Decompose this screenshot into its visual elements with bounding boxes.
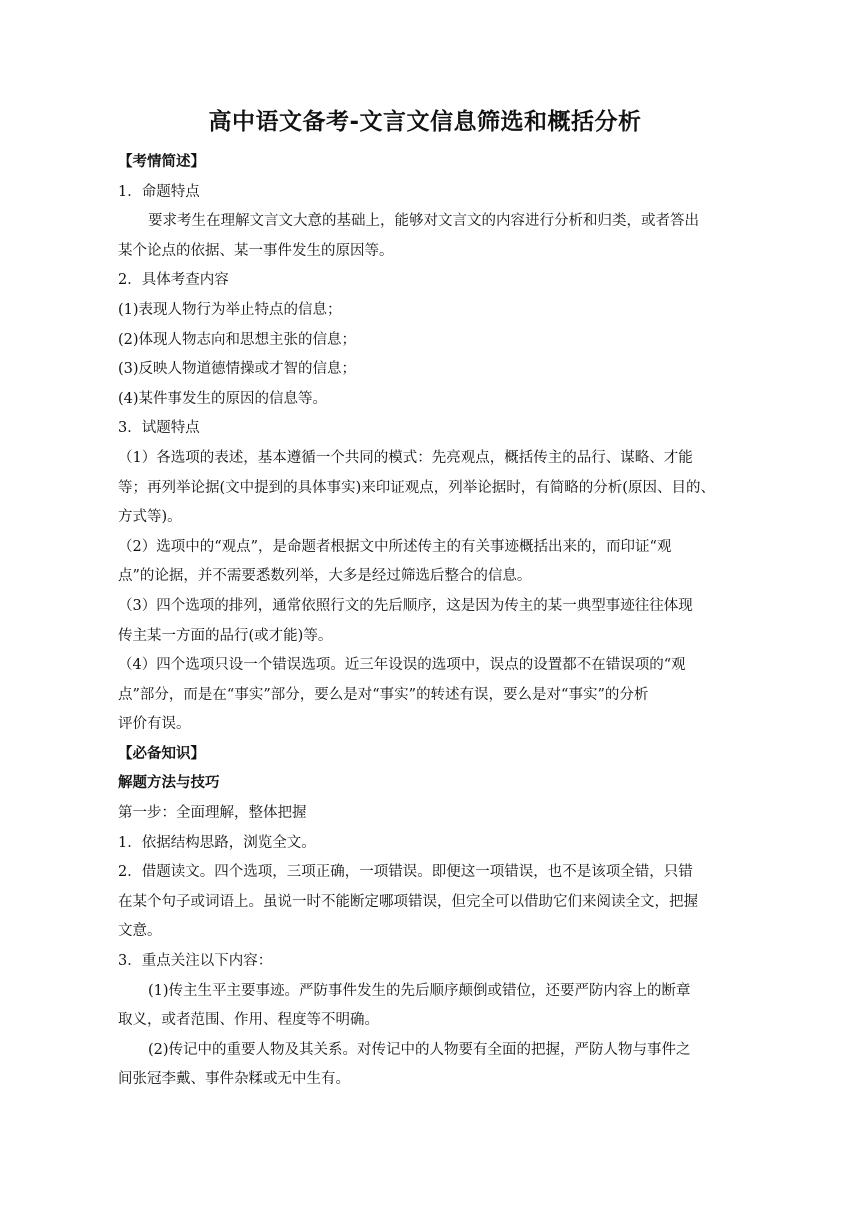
paragraph-line: 2．借题读文。四个选项，三项正确，一项错误。即便这一项错误，也不是该项全错，只错 [118,864,693,881]
item-heading-test-features: 3．试题特点 [118,420,200,437]
step-heading: 第一步：全面理解，整体把握 [118,805,307,822]
list-item: (2)体现人物志向和思想主张的信息； [118,331,357,348]
item-heading-question-features: 1．命题特点 [118,183,200,200]
paragraph-line: 要求考生在理解文言文大意的基础上，能够对文言文的内容进行分析和归类，或者答出 [148,213,699,230]
paragraph-line: （4）四个选项只设一个错误选项。近三年设误的选项中，误点的设置都不在错误项的“观 [118,657,686,674]
list-item: (4)某件事发生的原因的信息等。 [118,390,328,407]
paragraph-line: 等；再列举论据(文中提到的具体事实)来印证观点，列举论据时，有简略的分析(原因、目的、 [118,479,715,496]
paragraph-line: 在某个句子或词语上。虽说一时不能断定哪项错误，但完全可以借助它们来阅读全文，把握 [118,893,698,910]
list-item: (1)表现人物行为举止特点的信息； [118,301,342,318]
paragraph-line: 方式等)。 [118,509,182,526]
list-item: 1．依据结构思路，浏览全文。 [118,834,316,851]
paragraph-line: 点”部分，而是在“事实”部分，要么是对“事实”的转述有误，要么是对“事实”的分析 [118,686,649,703]
list-item: 3．重点关注以下内容： [118,953,273,970]
paragraph-line: 某个论点的依据、某一事件发生的原因等。 [118,242,394,259]
paragraph-line: （2）选项中的“观点”，是命题者根据文中所述传主的有关事迹概括出来的，而印证“观 [118,538,672,555]
paragraph-line: 间张冠李戴、事件杂糅或无中生有。 [118,1071,350,1088]
paragraph-line: (2)传记中的重要人物及其关系。对传记中的人物要有全面的把握，严防人物与事件之 [148,1041,691,1058]
paragraph-line: 传主某一方面的品行(或才能)等。 [118,627,333,644]
document-title: 高中语文备考-文言文信息筛选和概括分析 [208,109,642,135]
paragraph-line: 文意。 [118,923,162,940]
section-heading-exam-overview: 【考情简述】 [118,154,205,170]
list-item: (3)反映人物道德情操或才智的信息； [118,361,357,378]
item-heading-content: 2．具体考查内容 [118,272,229,289]
section-heading-essential-knowledge: 【必备知识】 [118,745,205,762]
paragraph-line: 点”的论据，并不需要悉数列举，大多是经过筛选后整合的信息。 [118,568,532,585]
subheading-methods: 解题方法与技巧 [118,775,220,792]
paragraph-line: （1）各选项的表述，基本遵循一个共同的模式：先亮观点，概括传主的品行、谋略、才能 [118,449,693,466]
paragraph-line: （3）四个选项的排列，通常依照行文的先后顺序，这是因为传主的某一典型事迹往往体现 [118,597,693,614]
paragraph-line: 取义，或者范围、作用、程度等不明确。 [118,1012,379,1029]
paragraph-line: 评价有误。 [118,716,191,733]
paragraph-line: (1)传主生平主要事迹。严防事件发生的先后顺序颠倒或错位，还要严防内容上的断章 [148,982,691,999]
